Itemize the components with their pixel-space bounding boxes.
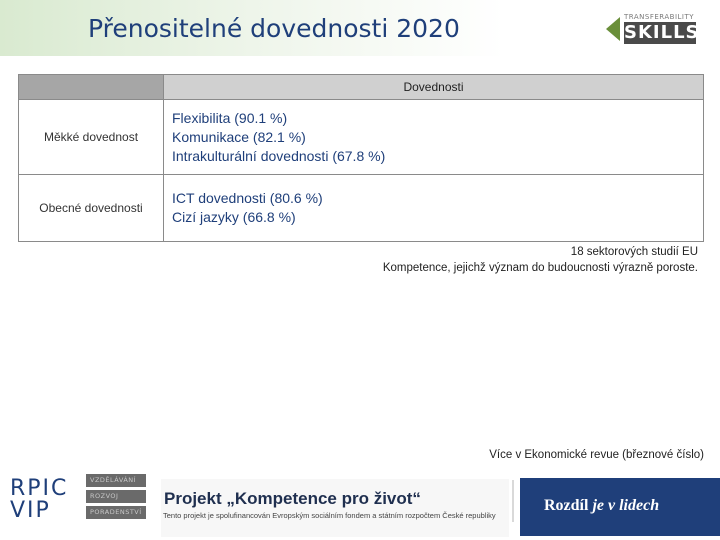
row-label-general-skills: Obecné dovednosti — [19, 175, 164, 242]
row-values-general-skills — [164, 175, 704, 242]
footer-divider — [512, 480, 514, 522]
project-funding-note: Tento projekt je spolufinancován Evropským sociálním fondem a státním rozpočtem České republiky — [163, 511, 496, 520]
skill-item: Cizí jazyky (66.8 %) — [172, 209, 296, 225]
row-label-soft-skills: Měkké dovednost — [19, 100, 164, 175]
more-info-note: Více v Ekonomické revue (březnové číslo) — [489, 449, 704, 461]
table-row — [19, 100, 704, 175]
transferability-skills-logo — [606, 9, 700, 49]
skill-item: Komunikace (82.1 %) — [172, 128, 306, 145]
table-row — [19, 175, 704, 242]
slogan-bold: Rozdíl — [544, 497, 589, 514]
rpic-vip-logo — [10, 478, 80, 524]
slogan-banner — [520, 478, 720, 536]
skills-table — [18, 74, 704, 242]
skill-item: ICT dovednosti (80.6 %) — [172, 190, 323, 206]
rpic-logo-line1: RPIC — [10, 476, 69, 501]
rpic-tags — [86, 474, 146, 522]
rpic-logo-line2: VIP — [10, 498, 51, 523]
source-note-line2: Kompetence, jejichž význam do budoucnosti výrazně poroste. — [382, 262, 698, 274]
table-column-header: Dovednosti — [164, 75, 704, 100]
skill-item: Intrakulturální dovednosti (67.8 %) — [172, 147, 386, 164]
table-header-row — [19, 75, 704, 100]
logo-big-text: SKILLS — [624, 22, 700, 43]
project-banner — [161, 479, 509, 537]
rpic-tag: VZDĚLÁVÁNÍ — [86, 474, 146, 487]
table-header-empty-cell — [19, 75, 164, 100]
skill-item: Flexibilita (90.1 %) — [172, 109, 288, 126]
logo-arrow-icon — [606, 17, 620, 41]
rpic-tag: PORADENSTVÍ — [86, 506, 146, 519]
slogan-text — [544, 497, 659, 515]
rpic-tag: ROZVOJ — [86, 490, 146, 503]
source-note — [383, 244, 698, 276]
slogan-italic: je v lidech — [588, 497, 660, 514]
logo-small-text: TRANSFERABILITY — [624, 13, 695, 21]
row-values-soft-skills — [164, 100, 704, 175]
source-note-line1: 18 sektorových studií EU — [570, 246, 698, 258]
page-title: Přenositelné dovednosti 2020 — [88, 14, 460, 43]
project-title: Projekt „Kompetence pro život“ — [164, 489, 421, 508]
